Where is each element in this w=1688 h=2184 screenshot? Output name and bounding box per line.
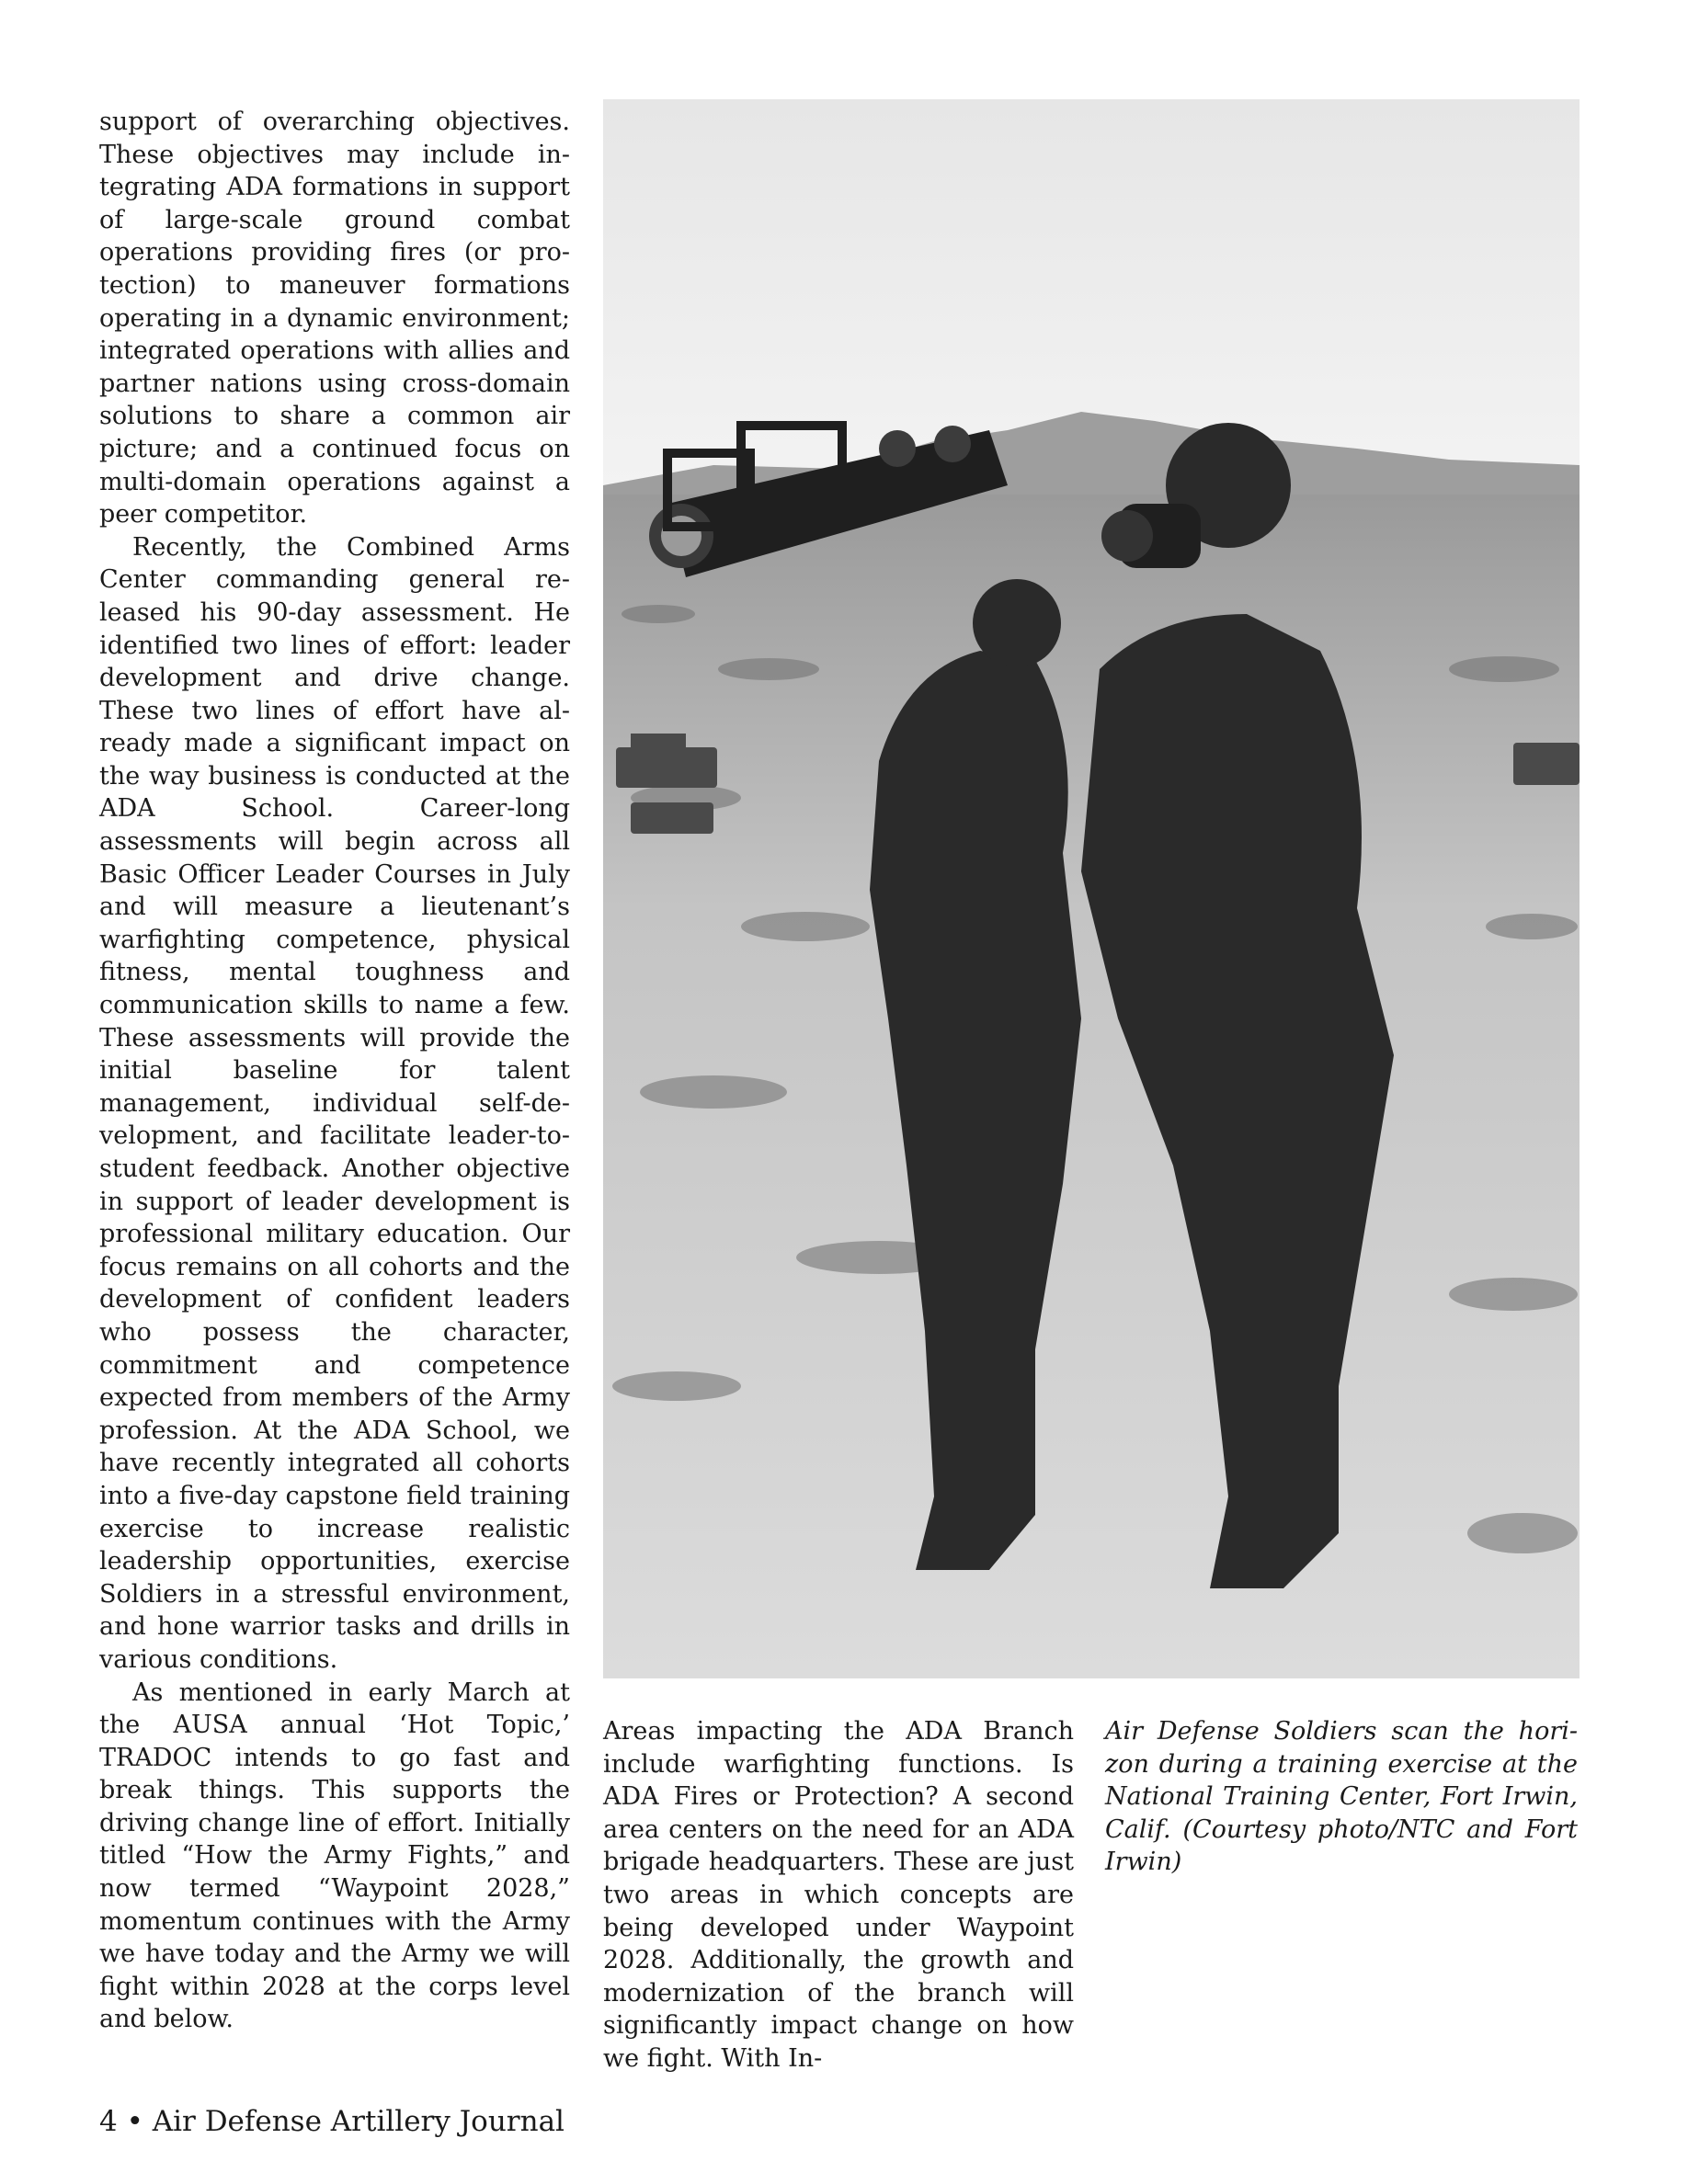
article-paragraph: Areas impacting the ADA Branch include warfighting functions. Is ADA Fires or Protection? A second area centers on the need for an ADA brigade headquarters. These are just two areas in which concepts are being developed under Waypoint 2028. Additionally, the growth and modernization of the branch will significantly impact change on how we fight. With In- — [603, 1717, 1074, 2073]
article-paragraph: As mentioned in early March at the AUSA annual ‘Hot Topic,’ TRADOC intends to go fast and break things. This supports the driving change line of effort. Initially titled “How the Army Fights,” and now termed “Waypoint 2028,” momentum continues with the Army we have today and the Army we will fight within 2028 at the corps level and below. — [99, 1678, 570, 2034]
article-paragraph: Recently, the Combined Arms Center commanding general released his 90-day assessment. He identified two lines of effort: leader development and drive change. These two lines of effort have already made a significant impact on the way business is conducted at the ADA School. Career-long assessments will begin across all Basic Officer Leader Courses in July and will measure a lieutenant’s warfighting competence, physical fitness, mental toughness and communication skills to name a few. These assessments will provide the initial baseline for talent management, individual self-development, and facilitate leader-to-student feedback. Another objective in support of leader development is professional military education. Our focus remains on all cohorts and the development of confident leaders who possess the character, commitment and competence expected from members of the Army profession. At the ADA School, we have recently integrated all cohorts into a five-day capstone field training exercise to increase realistic leadership opportunities, exercise Soldiers in a stressful environment, and hone warrior tasks and drills in various conditions. — [99, 532, 570, 1674]
page-folio: 4 • Air Defense Artillery Journal — [99, 2105, 565, 2138]
article-column-left — [99, 106, 570, 2036]
article-paragraph: support of overarching objectives. These objectives may include integrating ADA formations in support of large-scale ground combat operations providing fires (or protection) to maneuver formations operating in a dynamic environment; integrated operations with allies and partner nations using cross-domain solutions to share a common air picture; and a continued focus on multi-domain operations against a peer competitor. — [99, 108, 570, 529]
article-column-middle — [603, 1715, 1074, 2076]
article-photo — [603, 99, 1580, 1678]
photo-caption: Air Defense Soldiers scan the horizon during a training exercise at the National Training Center, Fort Irwin, Calif. (Courtesy photo/NTC and Fort Irwin) — [1105, 1717, 1578, 1877]
